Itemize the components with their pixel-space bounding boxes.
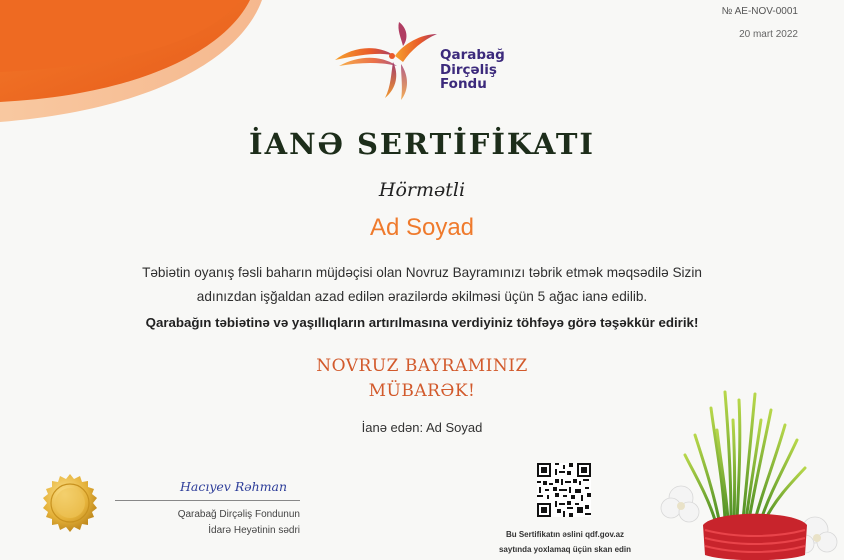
signatory-title	[150, 507, 300, 539]
signatory-title-line-1: Qarabağ Dirçəliş Fondunun	[177, 509, 300, 520]
signatory-title-line-2: İdarə Heyətinin sədri	[208, 525, 300, 536]
qr-code-icon[interactable]	[537, 463, 591, 517]
certificate-body	[60, 261, 784, 309]
body-line-2: adınızdan işğaldan azad edilən ərazilərdə əkilməsi üçün 5 ağac ianə edilib.	[196, 289, 648, 304]
certificate-title: İANƏ SERTİFİKATI	[249, 127, 595, 161]
certificate-number: № AE-NOV-0001	[721, 6, 798, 17]
orange-swoosh-decoration	[0, 0, 270, 125]
samani-wheatgrass-illustration	[655, 380, 844, 560]
logo-line-3: Fondu	[440, 76, 487, 92]
qr-caption-line-2: saytında yoxlamaq üçün skan edin	[498, 545, 632, 554]
qr-caption	[470, 527, 660, 557]
donor-line: İanə edən: Ad Soyad	[361, 420, 483, 435]
recipient-name: Ad Soyad	[369, 214, 475, 241]
qr-caption-line-1: Bu Sertifikatın əslini qdf.gov.az	[505, 530, 625, 539]
logo-line-1: Qarabağ	[440, 47, 505, 63]
holiday-greeting-line-1: NOVRUZ BAYRAMINIZ	[316, 356, 528, 376]
signature: Hacıyev Rəhman	[180, 479, 288, 494]
thanks-message: Qarabağın təbiətinə və yaşıllıqların artırılmasına verdiyiniz töhfəyə görə təşəkkür edirik!	[145, 315, 699, 330]
signature-line	[115, 500, 300, 501]
bird-icon	[333, 16, 443, 106]
holiday-greeting-line-2: MÜBARƏK!	[368, 381, 476, 401]
logo-text	[440, 48, 505, 92]
certificate-date: 20 mart 2022	[739, 29, 798, 40]
greeting: Hörmətli	[378, 179, 466, 201]
logo-line-2: Dirçəliş	[440, 61, 497, 78]
gold-seal-icon	[40, 473, 100, 533]
foundation-logo	[333, 16, 513, 106]
body-line-1: Təbiətin oyanış fəsli baharın müjdəçisi olan Novruz Bayramınızı təbrik etmək məqsədilə Sizin	[142, 265, 702, 280]
